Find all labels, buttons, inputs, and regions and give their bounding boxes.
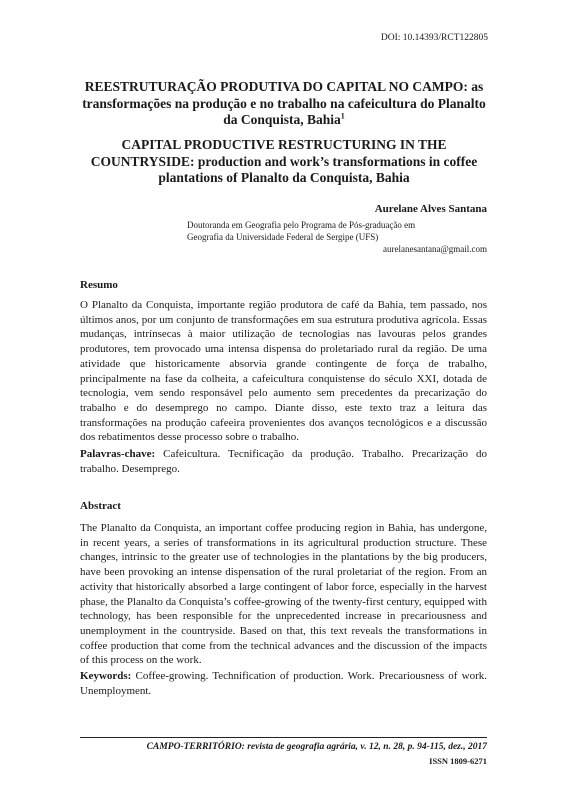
- resumo-text: O Planalto da Conquista, importante região produtora de café da Bahia, tem passado, nos últimos anos, por um conjunto de transformações em sua estrutura produtiva agrícola. Essas mudanças, intrínsecas à maior utilização de tecnologias nas lavouras pelos grandes produtores, tem provocado uma intensa dispensa do proletariado rural da região. De uma atividade que historicamente absorvia grande contingente de força de trabalho, principalmente na fase da colheita, a cafeicultura conquistense do século XXI, dotada de tecnologia, vem sendo responsável pelo aumento sem precedentes da precarização do trabalho e do desemprego no campo. Diante disso, este texto traz a leitura das transformações na produção cafeeira provenientes dos avanços tecnológicos e a discussão dos rebatimentos desse processo sobre o trabalho.: [80, 299, 487, 444]
- palavras-chave-label: Palavras-chave:: [80, 448, 156, 460]
- resumo-heading: Resumo: [80, 279, 118, 291]
- author-email: aurelanesantana@gmail.com: [383, 244, 487, 255]
- abstract-text: The Planalto da Conquista, an important coffee producing region in Bahia, has undergone, in recent years, a series of transformations in its agricultural production structure. These changes, intrinsic to the greater use of technologies in the plantations by the big producers, have been provoking an intense dispensation of the rural proletariat of the region. From an activity that historically absorbed a large contingent of labor force, especially in the harvest phase, the Planalto da Conquista’s coffee-growing of the twenty-first century, equipped with technology, has been responsible for the unprecedented increase in precariousness and unemployment in the countryside. Based on that, this text reveals the transformations in coffee production that come from the technical advances and the discussion of the impacts of this process on the work.: [80, 522, 487, 667]
- keywords-label: Keywords:: [80, 670, 132, 682]
- abstract-heading: Abstract: [80, 500, 121, 512]
- palavras-chave: [80, 447, 487, 476]
- affiliation-line-2: Geografia da Universidade Federal de Sergipe (UFS): [187, 232, 379, 243]
- title-english: CAPITAL PRODUCTIVE RESTRUCTURING IN THE COUNTRYSIDE: production and work’s transformations in coffee plantations of Planalto da Conquista, Bahia: [90, 137, 478, 185]
- author-name: Aurelane Alves Santana: [374, 203, 487, 215]
- title-portuguese: [82, 79, 486, 129]
- affiliation-line-1: Doutoranda em Geografia pelo Programa de Pós-graduação em: [187, 220, 416, 230]
- palavras-chave-text: Cafeicultura. Tecnificação da produção. Trabalho. Precarização do trabalho. Desemprego.: [80, 448, 488, 475]
- footer-journal-citation: CAMPO-TERRITÓRIO: revista de geografia agrária, v. 12, n. 28, p. 94-115, dez., 2017: [146, 742, 487, 752]
- footer-divider: [80, 737, 487, 738]
- keywords-text: Coffee-growing. Technification of production. Work. Precariousness of work. Unemployment.: [80, 670, 488, 697]
- title-portuguese-text: REESTRUTURAÇÃO PRODUTIVA DO CAPITAL NO CAMPO: as transformações na produção e no trabalho na cafeicultura do Planalto da Conquista, Bahia: [82, 79, 486, 127]
- title-footnote-marker: 1: [340, 111, 345, 121]
- footer-issn: ISSN 1809-6271: [429, 756, 487, 766]
- doi-label: DOI: 10.14393/RCT122805: [380, 33, 488, 43]
- keywords: [80, 669, 487, 698]
- author-affiliation: [187, 219, 487, 256]
